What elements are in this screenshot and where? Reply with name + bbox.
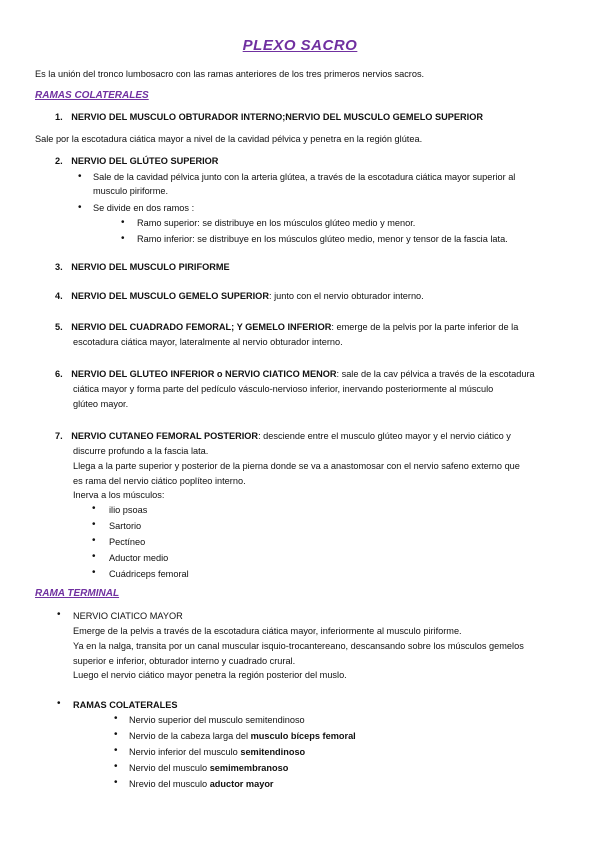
item-3-number: 3. [55,262,63,272]
terminal-branch-5 [129,779,274,791]
item-5 [55,322,518,334]
terminal-branch-4-bold: semimembranoso [209,763,289,773]
terminal-branch-2-bold: musculo bíceps femoral [250,731,356,741]
muscle-list-item: ilio psoas [109,505,148,515]
bullet-icon: • [92,503,96,514]
terminal-line-4: Luego el nervio ciático mayor penetra la región posterior del muslo. [73,670,347,680]
bullet-icon: • [121,217,125,228]
item-2-sub-2: Ramo inferior: se distribuye en los músculos glúteo medio, menor y tensor de la fascia lata. [137,234,508,244]
item-6-number: 6. [55,369,63,379]
section-heading-colaterales: RAMAS COLATERALES [35,90,149,101]
bullet-icon: • [57,609,61,620]
bullet-icon: • [57,698,61,709]
terminal-branch-4 [129,763,288,775]
muscle-list-item: Pectíneo [109,537,146,547]
bullet-icon: • [114,761,118,772]
item-4-text: : junto con el nervio obturador interno. [268,291,424,301]
item-6-text-line-1: : sale de la cav pélvica a través de la escotadura [336,369,535,379]
item-1 [55,112,483,124]
bullet-icon: • [114,745,118,756]
terminal-heading: NERVIO CIATICO MAYOR [73,611,183,621]
terminal-branch-5-text: Nrevio del musculo [129,779,210,789]
bullet-icon: • [92,519,96,530]
bullet-icon: • [121,233,125,244]
bullet-icon: • [114,729,118,740]
bullet-icon: • [114,713,118,724]
item-1-text: Sale por la escotadura ciática mayor a nivel de la cavidad pélvica y penetra en la región glútea. [35,134,423,144]
item-2-bullet-1-line-2: musculo piriforme. [93,186,169,196]
item-6-text-line-3: glúteo mayor. [73,399,129,409]
item-7-text-line-3: Llega a la parte superior y posterior de la pierna donde se va a anastomosar con el nervio safeno externo que [73,461,520,471]
muscle-list-item: Cuádriceps femoral [109,569,189,579]
intro-text: Es la unión del tronco lumbosacro con las ramas anteriores de los tres primeros nervios sacros. [35,69,425,79]
item-1-heading: NERVIO DEL MUSCULO OBTURADOR INTERNO;NERVIO DEL MUSCULO GEMELO SUPERIOR [71,112,483,122]
item-7-text-line-5: Inerva a los músculos: [73,490,165,500]
item-5-text-line-1: : emerge de la pelvis por la parte inferior de la [331,322,519,332]
item-7 [55,431,511,443]
bullet-icon: • [92,535,96,546]
terminal-line-3: superior e inferior, obturador interno y cuadrado crural. [73,656,296,666]
item-7-text-line-2: discurre profundo a la fascia lata. [73,446,209,456]
item-5-heading: NERVIO DEL CUADRADO FEMORAL; Y GEMELO INFERIOR [71,322,332,332]
bullet-icon: • [78,171,82,182]
terminal-branch-4-text: Nervio del musculo [129,763,210,773]
terminal-line-1: Emerge de la pelvis a través de la escotadura ciática mayor, inferiormente al musculo piriforme. [73,626,462,636]
terminal-branch-1: Nervio superior del musculo semitendinoso [129,715,305,725]
item-7-text-line-1: : desciende entre el musculo glúteo mayor y el nervio ciático y [258,431,511,441]
item-5-number: 5. [55,322,63,332]
item-5-text-line-2: escotadura ciática mayor, lateralmente al nervio obturador interno. [73,337,343,347]
item-4 [55,291,424,303]
item-6 [55,369,535,381]
item-1-number: 1. [55,112,63,122]
item-3-heading: NERVIO DEL MUSCULO PIRIFORME [71,262,230,272]
item-3 [55,262,230,274]
terminal-branch-5-bold: aductor mayor [209,779,274,789]
item-7-text-line-4: es rama del nervio ciático poplíteo interno. [73,476,246,486]
terminal-branch-3 [129,747,305,759]
terminal-branch-3-bold: semitendinoso [240,747,306,757]
item-2-bullet-1-line-1: Sale de la cavidad pélvica junto con la arteria glútea, a través de la escotadura ciática mayor superior al [93,172,516,182]
item-2 [55,156,218,168]
item-2-bullet-2: Se divide en dos ramos : [93,203,195,213]
terminal-line-2: Ya en la nalga, transita por un canal muscular isquio-trocantereano, descansando sobre los músculos gemelos [73,641,524,651]
terminal-branch-2-text: Nervio de la cabeza larga del [129,731,251,741]
item-2-number: 2. [55,156,63,166]
bullet-icon: • [114,777,118,788]
bullet-icon: • [92,551,96,562]
section-heading-terminal: RAMA TERMINAL [35,588,120,599]
bullet-icon: • [78,202,82,213]
item-2-sub-1: Ramo superior: se distribuye en los músculos glúteo medio y menor. [137,218,416,228]
bullet-icon: • [92,567,96,578]
terminal-branch-2 [129,731,356,743]
terminal-branch-3-text: Nervio inferior del musculo [129,747,241,757]
item-2-heading: NERVIO DEL GLÚTEO SUPERIOR [71,156,219,166]
item-6-heading: NERVIO DEL GLUTEO INFERIOR o NERVIO CIATICO MENOR [71,369,337,379]
item-7-heading: NERVIO CUTANEO FEMORAL POSTERIOR [71,431,259,441]
muscle-list-item: Aductor medio [109,553,169,563]
terminal-colaterales-heading: RAMAS COLATERALES [73,700,178,710]
page-title: PLEXO SACRO [242,37,358,54]
item-4-heading: NERVIO DEL MUSCULO GEMELO SUPERIOR [71,291,269,301]
item-6-text-line-2: ciática mayor y forma parte del pedículo vásculo-nervioso inferior, inervando posteriormente al músculo [73,384,494,394]
item-4-number: 4. [55,291,63,301]
item-7-number: 7. [55,431,63,441]
muscle-list-item: Sartorio [109,521,142,531]
